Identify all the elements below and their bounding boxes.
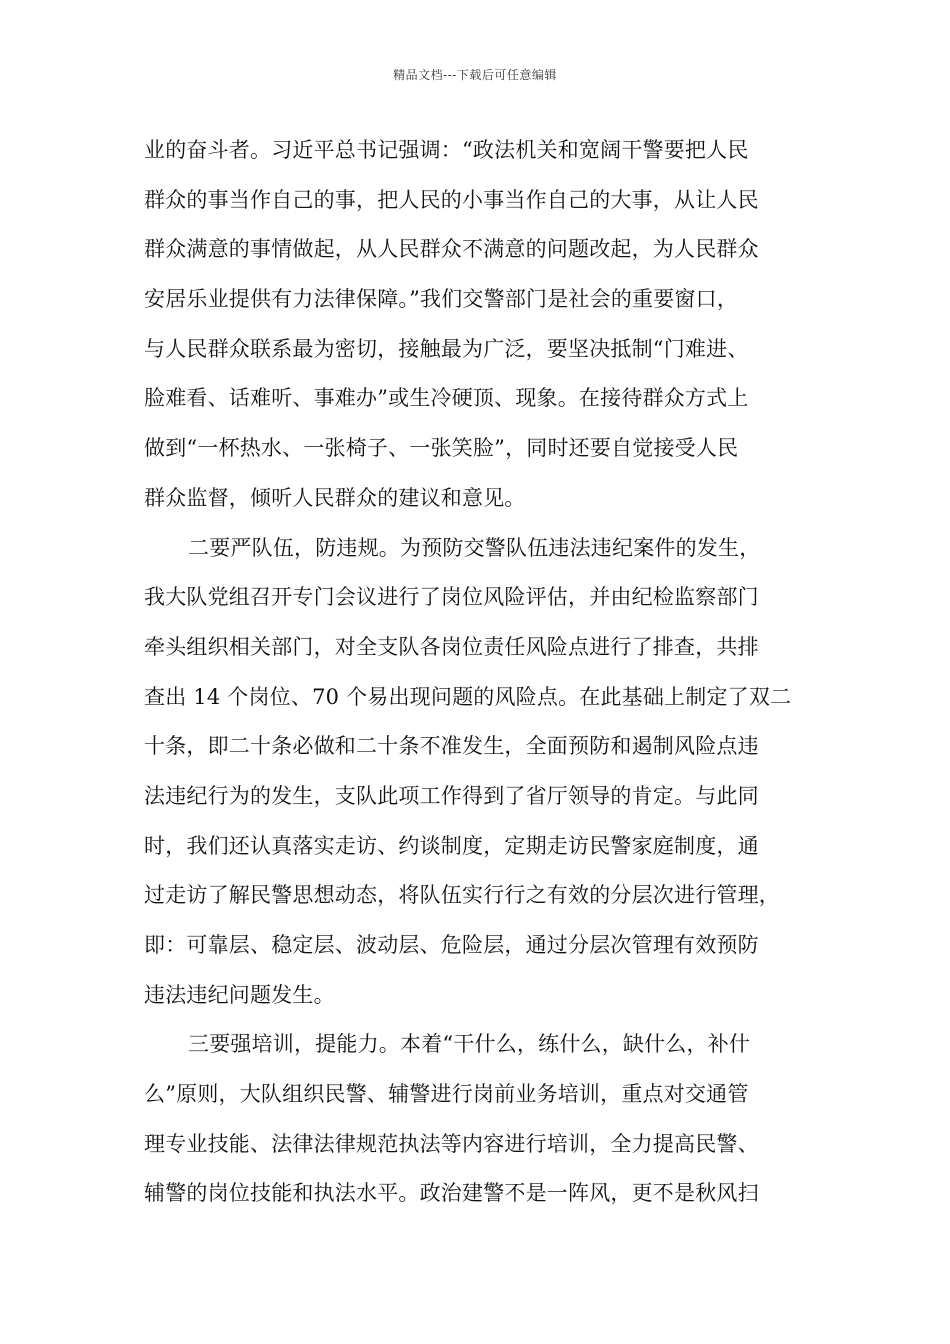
text-line: 做到“一杯热水、一张椅子、一张笑脸”，同时还要自觉接受人民 xyxy=(144,436,739,461)
text-line: 么”原则，大队组织民警、辅警进行岗前业务培训，重点对交通管 xyxy=(144,1082,749,1107)
paragraph xyxy=(144,1020,824,1219)
text-line: 时，我们还认真落实走访、约谈制度，定期走访民警家庭制度，通 xyxy=(144,833,759,858)
text-line: 脸难看、话难听、事难办”或生冷硬顶、现象。在接待群众方式上 xyxy=(144,386,749,411)
text-line: 牵头组织相关部门，对全支队各岗位责任风险点进行了排查，共排 xyxy=(144,634,759,659)
text-line: 群众的事当作自己的事，把人民的小事当作自己的大事，从让人民 xyxy=(144,187,759,212)
text-line: 二要严队伍，防违规。为预防交警队伍违法违纪案件的发生， xyxy=(188,535,761,560)
text-line: 法违纪行为的发生，支队此项工作得到了省厅领导的肯定。与此同 xyxy=(144,783,759,808)
text-line: 理专业技能、法律法律规范执法等内容进行培训，全力提高民警、 xyxy=(144,1131,759,1156)
text-line: 查出 14 个岗位、70 个易出现问题的风险点。在此基础上制定了双二 xyxy=(144,684,792,709)
text-line: 三要强培训，提能力。本着“干什么，练什么，缺什么，补什 xyxy=(188,1032,751,1057)
text-line: 业的奋斗者。习近平总书记强调：“政法机关和宽阔干警要把人民 xyxy=(144,138,749,162)
text-line: 违法违纪问题发生。 xyxy=(144,982,335,1007)
text-line: 群众监督，倾听人民群众的建议和意见。 xyxy=(144,485,526,510)
text-line: 过走访了解民警思想动态，将队伍实行行之有效的分层次进行管理， xyxy=(144,883,780,908)
text-line: 辅警的岗位技能和执法水平。政治建警不是一阵风，更不是秋风扫 xyxy=(144,1181,759,1206)
page-header: 精品文档---下载后可任意编辑 xyxy=(393,68,557,82)
text-line: 即：可靠层、稳定层、波动层、危险层，通过分层次管理有效预防 xyxy=(144,933,759,957)
text-line: 我大队党组召开专门会议进行了岗位风险评估，并由纪检监察部门 xyxy=(144,585,759,610)
text-line: 十条，即二十条必做和二十条不准发生，全面预防和遏制风险点违 xyxy=(144,734,759,759)
paragraph xyxy=(144,126,824,524)
document-body xyxy=(144,126,824,1219)
text-line: 与人民群众联系最为密切，接触最为广泛，要坚决抵制“门难进、 xyxy=(144,336,749,361)
text-line: 群众满意的事情做起，从人民群众不满意的问题改起，为人民群众 xyxy=(144,237,759,262)
text-line: 安居乐业提供有力法律保障。”我们交警部门是社会的重要窗口， xyxy=(144,287,739,312)
paragraph xyxy=(144,524,824,1021)
